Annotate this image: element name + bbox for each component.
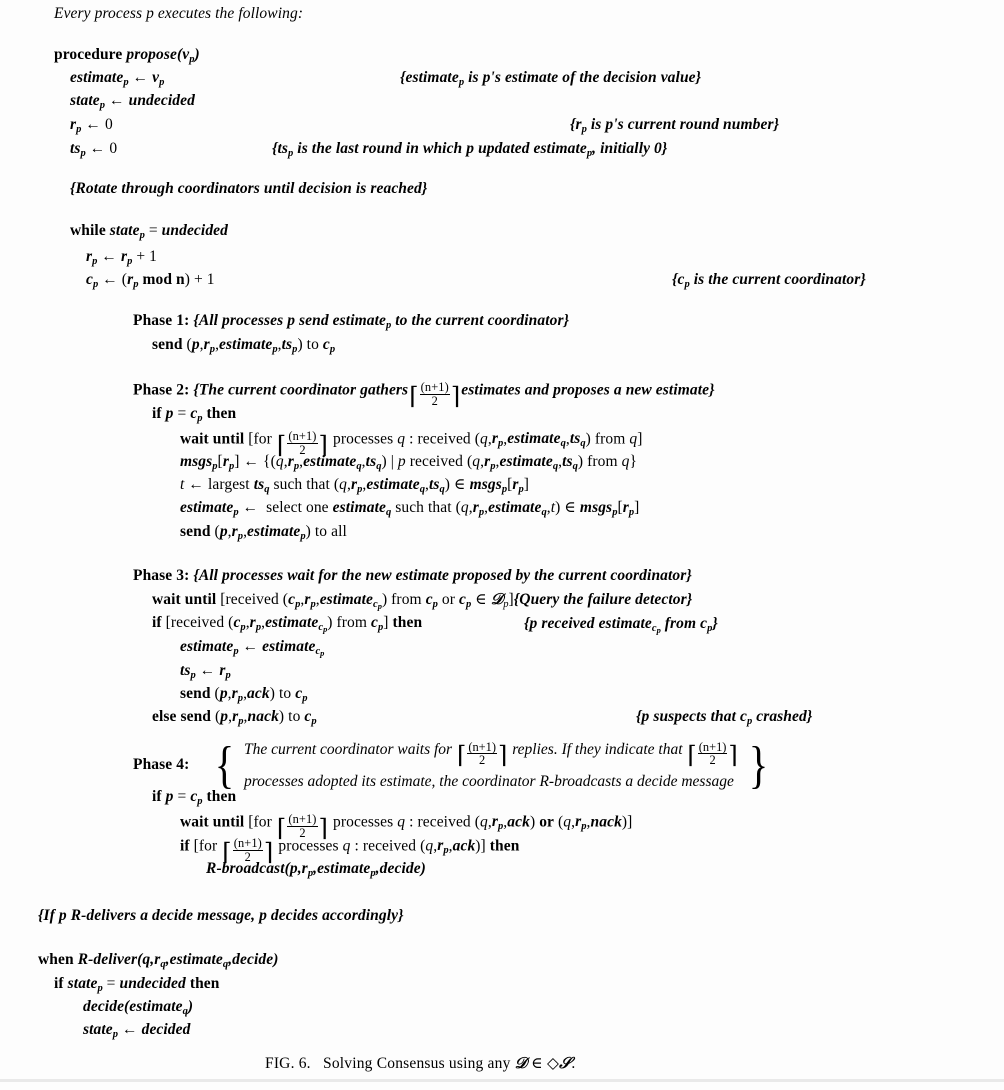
r-increment-line: $r_p$ ← $r_p + 1$ [86,248,158,267]
init-estimate-line: estimate$_p$ ← $v_p$ [70,69,165,88]
c-assign-line: $c_p$ ← ($r_p$ mod n) + 1 [86,271,215,290]
left-brace-icon: { [214,736,235,794]
while-line: while state$_p$ = undecided [70,222,228,241]
comment-rotate: {Rotate through coordinators until decision is reached} [70,180,428,197]
ceiling-fraction: ⌈ $\frac{(n+1)}{2}$ ⌉ [456,739,508,770]
init-ts-line: $ts_p$ ← 0 [70,140,118,159]
when-keyword: when [38,951,74,968]
phase1-header: Phase 1: {All processes p send estimate$_p$ to the current coordinator} [133,312,570,331]
procedure-name: propose [126,46,177,63]
figure-caption-text: Solving Consensus using any [323,1055,511,1072]
phase2-wait-line: wait until [for ⌈ $\frac{(n+1)}{2}$ ⌉ processes q : received $(q,r_p,estimate_q,ts_q)$ from q] [180,429,643,459]
phase3-header: Phase 3: {All processes wait for the new estimate proposed by the current coordinator} [133,567,692,584]
ceiling-fraction: ⌈ $\frac{(n+1)}{2}$ ⌉ [409,380,461,410]
phase4-brace-text: The current coordinator waits for ⌈ $\frac{(n+1)}{2}$ ⌉ replies. If they indicate that ⌈ $\frac{(n+1)}{2}$ ⌉ processes adopted its estimate, the coordinator R-broadcasts a decide message [237,737,746,794]
decide-call-line: decide(estimate$_q$) [83,998,194,1017]
phase4-rbroadcast-line: $R-broadcast(p,r_p,estimate_p,decide)$ [206,860,426,879]
phase3-wait-line: wait until [received $(c_p,r_p,estimate_{c_p})$ from $c_p$ or $c_p$ ∈ 𝒟$_p$]{Query the failure detector} [152,589,693,612]
phase3-else-line: else send $(p,r_p,nack)$ to $c_p$ [152,708,317,727]
phase3-if-line: if [received $(c_p,r_p,estimate_{c_p})$ from $c_p$] then [152,614,423,635]
phase2-msgs-line: $msgs_p[r_p]$ ← {$(q,r_p,estimate_q,ts_q)$ | p received $(q,r_p,estimate_q,ts_q)$ from q} [180,453,638,472]
phase1-label: Phase 1: [133,312,190,329]
phase4-brace-block [212,737,771,794]
procedure-keyword: procedure [54,46,123,63]
ceiling-fraction: ⌈ $\frac{(n+1)}{2}$ ⌉ [222,836,274,866]
init-r-line: $r_p$ ← 0 [70,116,113,135]
phase2-label: Phase 2: [133,381,190,399]
ceiling-fraction: ⌈ $\frac{(n+1)}{2}$ ⌉ [276,812,329,842]
comment-suspects: {p suspects that $c_p$ crashed} [636,708,813,727]
phase4-if-line: if $p = c_p$ then [152,788,237,807]
comment-coordinator: {$c_p$ is the current coordinator} [672,271,866,290]
phase2-t-line: t ← largest $ts_q$ such that $(q,r_p,estimate_q,ts_q)$ ∈ $msgs_p[r_p]$ [180,476,530,495]
comment-round: {$r_p$ is p's current round number} [570,116,780,135]
phase3-send-ack: send $(p,r_p,ack)$ to $c_p$ [180,685,308,704]
phase3-assign-estimate: estimate$_p$ ← estimate$_{c_p}$ [180,638,325,659]
phase4-wait-line: wait until [for ⌈ $\frac{(n+1)}{2}$ ⌉ processes q : received $(q,r_p,ack)$ or $(q,r_p,nack)$] [180,812,633,842]
script-d-icon: 𝒟 [514,1053,528,1072]
procedure-header: procedure $propose(v_p)$ [54,46,200,65]
comment-rdelivers: {If p R-delivers a decide message, p decides accordingly} [38,907,404,924]
phase2-header: Phase 2: {The current coordinator gathers⌈ $\frac{(n+1)}{2}$ ⌉estimates and proposes a new estimate} [133,380,715,410]
phase2-sendall-line: send $(p,r_p,estimate_p)$ to all [180,523,347,542]
phase4-if2-line: if [for ⌈ $\frac{(n+1)}{2}$ ⌉ processes q : received $(q,r_p,ack)$] then [180,836,520,866]
script-s-icon: 𝒮 [559,1053,572,1072]
comment-estimate: {estimate$_p$ is p's estimate of the decision value} [400,69,702,88]
right-brace-icon: } [748,736,769,794]
phase4-brace-line2: processes adopted its estimate, the coordinator R-broadcasts a decide message [243,772,734,790]
phase4-label: Phase 4: [133,756,190,773]
phase2-if-line: if $p = c_p$ then [152,405,237,424]
comment-ts: {$ts_p$ is the last round in which p updated estimate$_p$, initially 0} [272,140,668,159]
when-line: when $R-deliver(q,r_q,estimate_q,decide)$ [38,951,279,970]
phase3-assign-ts: $ts_p$ ← $r_p$ [180,662,231,681]
intro-text: Every process p executes the following: [54,5,304,22]
state-decided-line: state$_p$ ← decided [83,1021,191,1040]
comment-received: {p received estimate$_{c_p}$ from $c_p$} [524,615,718,636]
when-if-line: if state$_p$ = undecided then [54,975,220,994]
ceiling-fraction: ⌈ $\frac{(n+1)}{2}$ ⌉ [687,739,738,770]
bottom-rule [0,1079,1004,1082]
phase2-estimate-line: estimate$_p$ ← select one estimate$_q$ such that $(q,r_p,estimate_q,t)$ ∈ $msgs_p[r_p]$ [180,499,640,518]
init-state-line: state$_p$ ← undecided [70,92,195,111]
ceiling-fraction: ⌈ $\frac{(n+1)}{2}$ ⌉ [276,429,329,459]
figure-caption: FIG. 6. Solving Consensus using any 𝒟 ∈ ◇𝒮. [265,1053,576,1072]
phase3-label: Phase 3: [133,567,190,584]
figure-number: FIG. 6. [265,1055,311,1072]
phase1-send-line: send $(p,r_p,estimate_p,ts_p)$ to $c_p$ [152,336,336,355]
while-keyword: while [70,222,106,239]
